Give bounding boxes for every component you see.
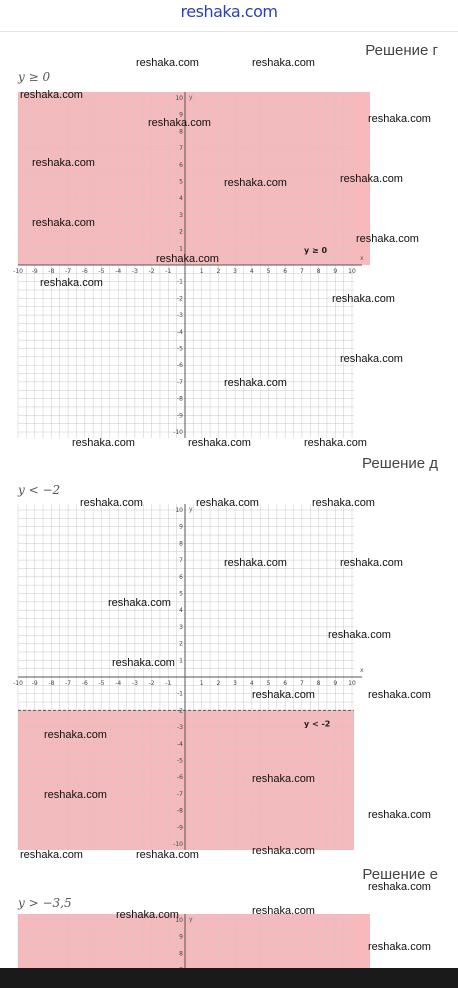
x-tick-label: -1 [165,680,172,687]
watermark: reshaka.com [116,909,179,921]
x-tick-label: 5 [266,268,271,275]
x-tick-label: -7 [65,680,72,687]
watermark: reshaka.com [252,57,315,69]
y-tick-label: -5 [177,757,183,765]
watermark: reshaka.com [20,89,83,101]
x-tick-label: 3 [233,680,238,687]
inequality-d: y < −2 [18,483,61,497]
y-tick-label: -8 [177,395,183,403]
x-tick-label: 1 [199,680,204,687]
y-tick-label: -3 [177,724,183,732]
x-tick-label: 7 [299,268,304,275]
y-axis-label: y [189,506,193,513]
x-tick-label: 4 [249,268,254,275]
y-tick-label: 9 [179,523,183,531]
watermark: reshaka.com [188,437,251,449]
site-logo[interactable]: reshaka.com [180,2,278,21]
x-tick-label: -4 [115,680,122,687]
y-tick-label: -2 [177,295,183,303]
y-tick-label: -1 [177,278,183,286]
x-tick-label: 9 [333,268,338,275]
watermark: reshaka.com [112,657,175,669]
coordinate-plane-e [18,914,370,974]
x-tick-label: 1 [199,268,204,275]
watermark: reshaka.com [368,881,431,893]
y-tick-label: -10 [173,841,183,848]
x-tick-label: 7 [299,680,304,687]
y-tick-label: 4 [179,195,183,203]
x-tick-label: -9 [31,680,38,687]
coordinate-plane-g [13,92,370,438]
watermark: reshaka.com [224,177,287,189]
watermark: reshaka.com [32,157,95,169]
watermark: reshaka.com [328,629,391,641]
y-tick-label: 5 [179,590,183,598]
y-tick-label: 1 [179,657,183,665]
x-tick-label: -5 [98,680,105,687]
watermark: reshaka.com [80,497,143,509]
y-axis-label: y [189,94,193,101]
y-tick-label: 3 [179,623,183,631]
watermark: reshaka.com [20,849,83,861]
header-divider [0,31,458,32]
section-title-g: Решение г [365,42,438,59]
x-tick-label: -6 [81,268,88,275]
graph-svg [13,92,370,438]
watermark: reshaka.com [252,845,315,857]
watermark: reshaka.com [72,437,135,449]
y-tick-label: -7 [177,790,183,798]
watermark: reshaka.com [368,113,431,125]
x-tick-label: 10 [348,268,356,275]
y-tick-label: -1 [177,690,183,698]
x-tick-label: -10 [13,680,23,687]
y-tick-label: -5 [177,345,183,353]
y-tick-label: -6 [177,774,183,782]
watermark: reshaka.com [340,557,403,569]
x-tick-label: -1 [165,268,172,275]
x-tick-label: -7 [65,268,72,275]
x-tick-label: 6 [283,680,288,687]
watermark: reshaka.com [368,941,431,953]
x-tick-label: -3 [131,680,138,687]
y-tick-label: -9 [177,824,183,832]
x-tick-label: -5 [98,268,105,275]
y-tick-label: 8 [179,540,183,548]
x-tick-label: -2 [148,680,155,687]
watermark: reshaka.com [40,277,103,289]
watermark: reshaka.com [44,729,107,741]
y-tick-label: -10 [173,429,183,436]
y-tick-label: 4 [179,607,183,615]
watermark: reshaka.com [252,689,315,701]
x-tick-label: -10 [13,268,23,275]
x-tick-label: 5 [266,680,271,687]
watermark: reshaka.com [340,173,403,185]
x-tick-label: -4 [115,268,122,275]
shaded-region [18,914,370,974]
inequality-g: y ≥ 0 [18,70,51,84]
y-axis-label: y [189,916,193,923]
x-tick-label: 6 [283,268,288,275]
watermark: reshaka.com [340,353,403,365]
watermark: reshaka.com [32,217,95,229]
watermark: reshaka.com [224,557,287,569]
y-tick-label: 7 [179,145,183,153]
y-tick-label: -4 [177,740,183,748]
watermark: reshaka.com [312,497,375,509]
y-tick-label: -6 [177,362,183,370]
y-tick-label: -8 [177,807,183,815]
y-tick-label: 1 [179,245,183,253]
x-tick-label: 4 [249,680,254,687]
watermark: reshaka.com [356,233,419,245]
watermark: reshaka.com [44,789,107,801]
watermark: reshaka.com [156,253,219,265]
watermark: reshaka.com [108,597,171,609]
x-tick-label: 10 [348,680,356,687]
watermark: reshaka.com [148,117,211,129]
y-tick-label: 3 [179,211,183,219]
y-tick-label: 6 [179,161,183,169]
watermark: reshaka.com [304,437,367,449]
x-tick-label: 9 [333,680,338,687]
x-tick-label: 3 [233,268,238,275]
region-label: y < -2 [304,719,331,729]
y-tick-label: 6 [179,573,183,581]
y-tick-label: 8 [179,950,183,958]
watermark: reshaka.com [252,773,315,785]
x-axis-label: x [360,255,364,262]
region-label: y ≥ 0 [304,246,328,255]
y-tick-label: 10 [175,95,183,102]
x-tick-label: -8 [48,268,55,275]
x-tick-label: 8 [316,680,321,687]
watermark: reshaka.com [368,689,431,701]
x-tick-label: -2 [148,268,155,275]
y-tick-label: -9 [177,412,183,420]
section-title-d: Решение д [362,455,438,472]
watermark: reshaka.com [332,293,395,305]
y-tick-label: -2 [177,707,183,715]
y-tick-label: 8 [179,128,183,136]
watermark: reshaka.com [136,57,199,69]
watermark: reshaka.com [136,849,199,861]
x-tick-label: -6 [81,680,88,687]
section-title-e: Решение е [362,866,438,883]
y-tick-label: -7 [177,378,183,386]
y-tick-label: -4 [177,328,183,336]
y-tick-label: 2 [179,228,183,236]
watermark: reshaka.com [252,905,315,917]
y-tick-label: 9 [179,111,183,119]
watermark: reshaka.com [196,497,259,509]
x-tick-label: -8 [48,680,55,687]
x-tick-label: -9 [31,268,38,275]
x-tick-label: 8 [316,268,321,275]
x-tick-label: -3 [131,268,138,275]
graph-svg [18,914,370,974]
x-tick-label: 2 [216,268,221,275]
y-tick-label: 7 [179,557,183,565]
bottom-bar [0,968,458,988]
watermark: reshaka.com [224,377,287,389]
y-tick-label: 10 [175,507,183,514]
y-tick-label: 5 [179,178,183,186]
y-tick-label: 2 [179,640,183,648]
y-tick-label: 10 [175,917,183,924]
y-tick-label: 9 [179,933,183,941]
y-tick-label: -3 [177,312,183,320]
watermark: reshaka.com [368,809,431,821]
x-axis-label: x [360,667,364,674]
inequality-e: y > −3,5 [18,896,72,910]
x-tick-label: 2 [216,680,221,687]
